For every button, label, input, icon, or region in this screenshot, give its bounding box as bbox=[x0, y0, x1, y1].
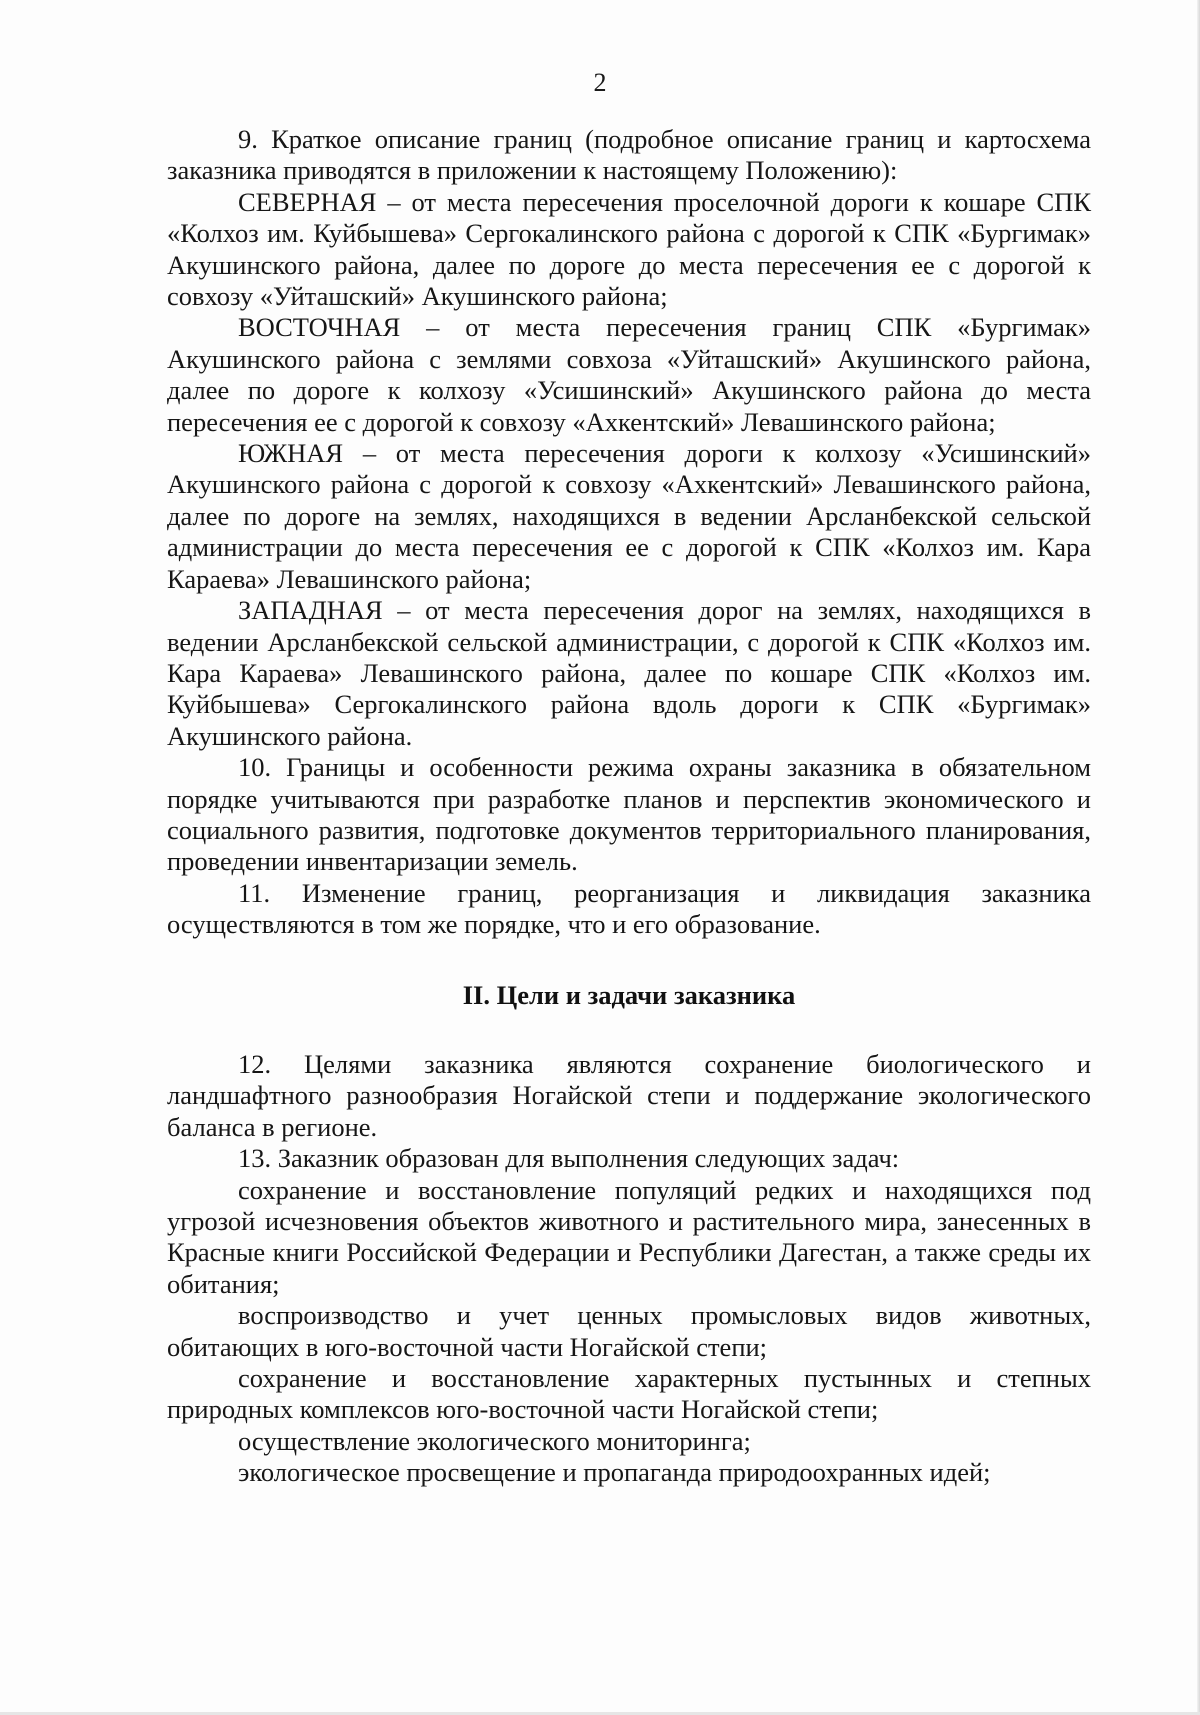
paragraph: 11. Изменение границ, реорганизация и ликвидация заказника осуществляются в том же порядке, что и его образование. bbox=[167, 877, 1091, 940]
paragraph: экологическое просвещение и пропаганда природоохранных идей; bbox=[238, 1457, 991, 1488]
paragraph: сохранение и восстановление популяций редких и находящихся под угрозой исчезновения объектов животного и растительного мира, занесенных в Красные книги Российской Федерации и Республики Дагестан, а также среды их обитания; bbox=[167, 1174, 1091, 1299]
paragraph: СЕВЕРНАЯ – от места пересечения проселочной дороги к кошаре СПК «Колхоз им. Куйбышева» Сергокалинского района с дорогой к СПК «Бургимак» Акушинского района, далее по дороге до места пересечения ее с дорогой к совхозу «Уйташский» Акушинского района; bbox=[167, 186, 1091, 312]
paragraph: 10. Границы и особенности режима охраны заказника в обязательном порядке учитываются при разработке планов и перспектив экономического и социального развития, подготовке документов территориального планирования, проведении инвентаризации земель. bbox=[167, 752, 1091, 877]
paragraph: 12. Целями заказника являются сохранение биологического и ландшафтного разнообразия Ногайской степи и поддержание экологического баланса в регионе. bbox=[167, 1048, 1091, 1142]
paragraph: ЮЖНАЯ – от места пересечения дороги к колхозу «Усишинский» Акушинского района с дорогой к совхозу «Ахкентский» Левашинского района, далее по дороге на землях, находящихся в ведении Арсланбекской сельской администрации до места пересечения ее с дорогой к СПК «Колхоз им. Кара Караева» Левашинского района; bbox=[167, 438, 1091, 594]
paragraph: 13. Заказник образован для выполнения следующих задач: bbox=[238, 1143, 900, 1174]
paragraph: воспроизводство и учет ценных промысловых видов животных, обитающих в юго-восточной части Ногайской степи; bbox=[167, 1300, 1091, 1362]
paragraph: осуществление экологического мониторинга; bbox=[238, 1425, 751, 1456]
document-body bbox=[167, 124, 1091, 1489]
paragraph: сохранение и восстановление характерных пустынных и степных природных комплексов юго-восточной части Ногайской степи; bbox=[167, 1363, 1091, 1425]
paragraph: ЗАПАДНАЯ – от места пересечения дорог на землях, находящихся в ведении Арсланбекской сельской администрации, с дорогой к СПК «Колхоз им. Кара Караева» Левашинского района, далее по кошаре СПК «Колхоз им. Куйбышева» Сергокалинского района вдоль дороги к СПК «Бургимак» Акушинского района. bbox=[167, 595, 1091, 751]
section-heading: II. Цели и задачи заказника bbox=[462, 979, 796, 1010]
paragraph: ВОСТОЧНАЯ – от места пересечения границ СПК «Бургимак» Акушинского района с землями совхоза «Уйташский» Акушинского района, далее по дороге к колхозу «Усишинский» Акушинского района до места пересечения ее с дорогой к совхозу «Ахкентский» Левашинского района; bbox=[167, 312, 1091, 437]
page-number: 2 bbox=[593, 68, 607, 97]
paragraph: 9. Краткое описание границ (подробное описание границ и картосхема заказника приводятся в приложении к настоящему Положению): bbox=[167, 124, 1091, 186]
